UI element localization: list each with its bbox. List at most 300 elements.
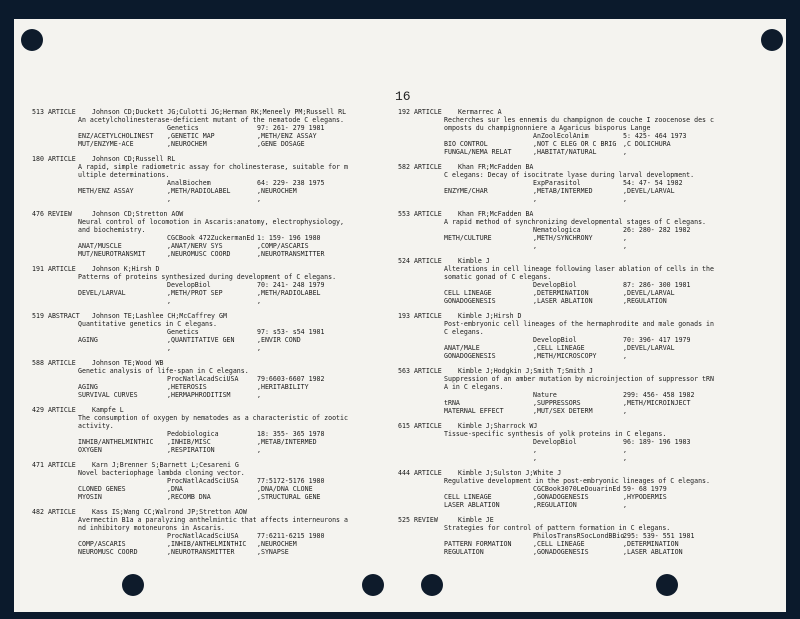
keyword: COMP/ASCARIS (78, 540, 126, 548)
keyword: , (623, 234, 627, 242)
keyword: , (167, 297, 171, 305)
binder-hole (122, 574, 144, 596)
citation-number: 471 (32, 461, 44, 469)
keyword: ,REGULATION (623, 297, 667, 305)
citation-entry (398, 163, 778, 203)
volume-pages-year: 64: 229- 238 1975 (257, 179, 325, 187)
keyword: ,ANAT/NERV SYS (167, 242, 223, 250)
citation-keyword-row (32, 548, 392, 556)
citation-header (398, 367, 778, 375)
keyword: ,NEUROCHEM (167, 140, 207, 148)
citation-title-line: A in C elegans. (444, 383, 504, 391)
citation-title-line: The consumption of oxygen by nematodes as a characteristic of zootic (78, 414, 348, 422)
keyword: ,HERMAPHRODITISM (167, 391, 231, 399)
citation-keyword-row (398, 446, 778, 454)
binder-hole (362, 574, 384, 596)
keyword: ,NEUROCHEM (257, 540, 297, 548)
volume-pages-year: 59- 68 1979 (623, 485, 667, 493)
citation-header (32, 461, 392, 469)
volume-pages-year: 5: 425- 464 1973 (623, 132, 687, 140)
keyword: DEVEL/LARVAL (78, 289, 126, 297)
volume-pages-year: 54: 47- 54 1982 (623, 179, 683, 187)
keyword: ,METH/MICROINJECT (623, 399, 691, 407)
journal-name: DevelopBiol (533, 281, 577, 289)
citation-number: 525 (398, 516, 410, 524)
citation-authors: Johnson CD;Duckett JG;Culotti JG;Herman RK;Meneely PM;Russell RL (91, 108, 347, 116)
citation-keyword-row (32, 493, 392, 501)
keyword: PATTERN FORMATION (444, 540, 512, 548)
citation-authors: Kass IS;Wang CC;Walrond JP;Stretton AOW (91, 508, 247, 516)
citation-entry (398, 257, 778, 305)
citation-title-line: nd inhibitory motoneurons in Ascaris. (78, 524, 225, 532)
volume-pages-year: 18: 355- 365 1978 (257, 430, 325, 438)
citation-keyword-row (32, 289, 392, 297)
citation-title-line: somatic gonad of C elegans. (444, 273, 552, 281)
keyword: ,REGULATION (533, 501, 577, 509)
keyword: ,METH/PROT SEP (167, 289, 223, 297)
citation-header (32, 312, 392, 320)
citation-keyword-row (398, 297, 778, 305)
citation-authors: Khan FR;McFadden BA (457, 163, 534, 171)
citation-authors: Kampfe L (91, 406, 124, 414)
volume-pages-year: 70: 241- 248 1979 (257, 281, 325, 289)
citation-header (398, 469, 778, 477)
journal-name: Nature (533, 391, 557, 399)
keyword: , (623, 446, 627, 454)
volume-pages-year: 87: 286- 300 1981 (623, 281, 691, 289)
citation-authors: Kimble JE (457, 516, 494, 524)
right-column (398, 108, 778, 563)
keyword: , (257, 344, 261, 352)
citation-number: 482 (32, 508, 44, 516)
keyword: ,METAB/INTERMED (533, 187, 593, 195)
keyword: BIO CONTROL (444, 140, 488, 148)
keyword: ,LASER ABLATION (623, 548, 683, 556)
citation-type: ARTICLE (47, 359, 76, 367)
citation-source-row (32, 328, 392, 336)
citation-keyword-row (32, 383, 392, 391)
page-number: 16 (395, 89, 411, 104)
citation-entry (32, 210, 392, 258)
keyword: ,RECOMB DNA (167, 493, 211, 501)
citation-title-line: Tissue-specific synthesis of yolk proteins in C elegans. (444, 430, 667, 438)
keyword: ,METH/MICROSCOPY (533, 352, 597, 360)
citation-title-line: Strategies for control of pattern formation in C elegans. (444, 524, 671, 532)
keyword: , (257, 446, 261, 454)
volume-pages-year: 1: 159- 196 1980 (257, 234, 321, 242)
citation-title-line: Quantitative genetics in C elegans. (78, 320, 217, 328)
keyword: ,INHIB/ANTHELMINTHIC (167, 540, 247, 548)
citation-entry (32, 406, 392, 454)
citation-entry (32, 155, 392, 203)
volume-pages-year: 26: 280- 282 1982 (623, 226, 691, 234)
keyword: tRNA (444, 399, 460, 407)
volume-pages-year: 70: 396- 417 1979 (623, 336, 691, 344)
citation-authors: Kermarrec A (457, 108, 502, 116)
keyword: ,METH/ENZ ASSAY (257, 132, 317, 140)
citation-type: ARTICLE (413, 108, 442, 116)
citation-header (398, 422, 778, 430)
keyword: INHIB/ANTHELMINTHIC (78, 438, 154, 446)
keyword: ,INHIB/MISC (167, 438, 211, 446)
keyword: LASER ABLATION (444, 501, 500, 509)
keyword: ,HERITABILITY (257, 383, 309, 391)
citation-source-row (398, 438, 778, 446)
keyword: , (257, 297, 261, 305)
keyword: , (623, 454, 627, 462)
keyword: ,DETERMINATION (623, 540, 679, 548)
keyword: ,LASER ABLATION (533, 297, 593, 305)
citation-title-line: Novel bacteriophage lambda cloning vector. (78, 469, 245, 477)
keyword: ,METAB/INTERMED (257, 438, 317, 446)
keyword: , (167, 195, 171, 203)
citation-entry (32, 461, 392, 501)
citation-source-row (32, 532, 392, 540)
citation-type: ARTICLE (47, 406, 76, 414)
citation-header (398, 163, 778, 171)
keyword: FUNGAL/NEMA RELAT (444, 148, 512, 156)
citation-title-line: A rapid method of synchronizing developmental stages of C elegans. (444, 218, 707, 226)
citation-keyword-row (398, 352, 778, 360)
citation-entry (398, 516, 778, 556)
keyword: ,METH/SYNCHRONY (533, 234, 593, 242)
citation-title-line: Recherches sur les ennemis du champignon de couche I zoocenose des c (444, 116, 714, 124)
citation-authors: Johnson K;Hirsh D (91, 265, 160, 273)
keyword: ,SUPPRESSORS (533, 399, 581, 407)
keyword: , (533, 195, 537, 203)
citation-header (32, 210, 392, 218)
keyword: ,ENVIR COND (257, 336, 301, 344)
citation-header (32, 155, 392, 163)
citation-number: 588 (32, 359, 44, 367)
citation-keyword-row (398, 399, 778, 407)
citation-type: ARTICLE (413, 422, 442, 430)
citation-source-row (398, 281, 778, 289)
citation-type: REVIEW (413, 516, 438, 524)
keyword: , (257, 195, 261, 203)
citation-keyword-row (398, 187, 778, 195)
citation-title-line: Patterns of proteins synthesized during development of C elegans. (78, 273, 337, 281)
journal-name: AnalBiochem (167, 179, 211, 187)
citation-type: ARTICLE (47, 155, 76, 163)
scanned-page (14, 19, 786, 612)
keyword: ENZ/ACETYLCHOLINEST (78, 132, 154, 140)
citation-entry (32, 108, 392, 148)
keyword: ,NEUROMUSC COORD (167, 250, 231, 258)
citation-source-row (32, 124, 392, 132)
keyword: , (623, 352, 627, 360)
keyword: ,QUANTITATIVE GEN (167, 336, 235, 344)
journal-name: DevelopBiol (533, 336, 577, 344)
keyword: , (623, 195, 627, 203)
citation-number: 563 (398, 367, 410, 375)
citation-title-line: Suppression of an amber mutation by microinjection of suppressor tRN (444, 375, 714, 383)
citation-keyword-row (32, 250, 392, 258)
journal-name: DevelopBiol (167, 281, 211, 289)
citation-entry (32, 359, 392, 399)
journal-name: PhilosTransRSocLondBBio (533, 532, 625, 540)
citation-keyword-row (398, 148, 778, 156)
keyword: ,DEVEL/LARVAL (623, 289, 675, 297)
citation-title-line: and biochemistry. (78, 226, 146, 234)
citation-header (32, 508, 392, 516)
citation-keyword-row (398, 140, 778, 148)
keyword: MYOSIN (78, 493, 102, 501)
citation-keyword-row (32, 187, 392, 195)
keyword: METH/CULTURE (444, 234, 492, 242)
citation-number: 193 (398, 312, 410, 320)
citation-header (32, 406, 392, 414)
keyword: AGING (78, 383, 98, 391)
citation-header (398, 257, 778, 265)
keyword: ANAT/MUSCLE (78, 242, 122, 250)
citation-type: ARTICLE (47, 461, 76, 469)
keyword: MUT/NEUROTRANSMIT (78, 250, 146, 258)
citation-keyword-row (32, 485, 392, 493)
keyword: MUT/ENZYME-ACE (78, 140, 134, 148)
citation-authors: Khan FR;McFadden BA (457, 210, 534, 218)
citation-title-line: Regulative development in the post-embryonic lineages of C elegans. (444, 477, 710, 485)
citation-header (32, 108, 392, 116)
citation-keyword-row (398, 493, 778, 501)
keyword: CLONED GENES (78, 485, 126, 493)
volume-pages-year: 77:5172-5176 1980 (257, 477, 325, 485)
citation-keyword-row (398, 242, 778, 250)
citation-keyword-row (398, 344, 778, 352)
journal-name: AnZoolEcolAnim (533, 132, 589, 140)
keyword: GONADOGENESIS (444, 297, 496, 305)
citation-number: 519 (32, 312, 44, 320)
keyword: ,STRUCTURAL GENE (257, 493, 321, 501)
citation-keyword-row (32, 195, 392, 203)
citation-number: 615 (398, 422, 410, 430)
keyword: CELL LINEAGE (444, 289, 492, 297)
citation-type: ARTICLE (413, 257, 442, 265)
citation-authors: Karn J;Brenner S;Barnett L;Cesareni G (91, 461, 239, 469)
keyword: OXYGEN (78, 446, 102, 454)
volume-pages-year: 295: 539- 551 1981 (623, 532, 695, 540)
keyword: , (623, 242, 627, 250)
citation-type: ARTICLE (413, 367, 442, 375)
citation-type: ARTICLE (413, 312, 442, 320)
keyword: ,C DOLICHURA (623, 140, 671, 148)
citation-number: 582 (398, 163, 410, 171)
citation-keyword-row (398, 548, 778, 556)
keyword: ENZYME/CHAR (444, 187, 488, 195)
citation-source-row (398, 132, 778, 140)
citation-header (398, 210, 778, 218)
citation-keyword-row (32, 297, 392, 305)
citation-header (398, 312, 778, 320)
keyword: ,NEUROTRANSMITTER (167, 548, 235, 556)
keyword: , (257, 391, 261, 399)
citation-number: 180 (32, 155, 44, 163)
volume-pages-year: 79:6603-6607 1982 (257, 375, 325, 383)
citation-title-line: An acetylcholinesterase-deficient mutant of the nematode C elegans. (78, 116, 344, 124)
keyword: ,GONADOGENESIS (533, 548, 589, 556)
citation-source-row (398, 391, 778, 399)
citation-number: 191 (32, 265, 44, 273)
citation-title-line: Alterations in cell lineage following laser ablation of cells in the (444, 265, 714, 273)
citation-title-line: activity. (78, 422, 114, 430)
keyword: ,DEVEL/LARVAL (623, 344, 675, 352)
keyword: ,NEUROCHEM (257, 187, 297, 195)
journal-name: Genetics (167, 124, 199, 132)
volume-pages-year: 96: 189- 196 1983 (623, 438, 691, 446)
citation-keyword-row (32, 391, 392, 399)
citation-title-line: Post-embryonic cell lineages of the hermaphrodite and male gonads in (444, 320, 714, 328)
keyword: ,DNA/DNA CLONE (257, 485, 313, 493)
keyword: ,DEVEL/LARVAL (623, 187, 675, 195)
keyword: , (623, 407, 627, 415)
keyword: CELL LINEAGE (444, 493, 492, 501)
citation-number: 429 (32, 406, 44, 414)
citation-number: 192 (398, 108, 410, 116)
citation-number: 513 (32, 108, 44, 116)
citation-entry (398, 108, 778, 156)
citation-keyword-row (398, 195, 778, 203)
citation-source-row (398, 336, 778, 344)
keyword: ,HABITAT/NATURAL (533, 148, 597, 156)
citation-entry (398, 367, 778, 415)
citation-authors: Kimble J;Hirsh D (457, 312, 522, 320)
citation-source-row (32, 281, 392, 289)
citation-keyword-row (32, 540, 392, 548)
citation-type: ABSTRACT (47, 312, 80, 320)
keyword: , (623, 148, 627, 156)
citation-entry (398, 422, 778, 462)
citation-type: ARTICLE (47, 108, 76, 116)
citation-keyword-row (32, 242, 392, 250)
citation-type: ARTICLE (47, 265, 76, 273)
citation-source-row (398, 485, 778, 493)
binder-hole (421, 574, 443, 596)
citation-header (398, 516, 778, 524)
keyword: ,MUT/SEX DETERM (533, 407, 593, 415)
citation-authors: Johnson TE;Lashlee CH;McCaffrey GM (91, 312, 227, 320)
keyword: MATERNAL EFFECT (444, 407, 504, 415)
keyword: ,COMP/ASCARIS (257, 242, 309, 250)
citation-authors: Kimble J;Sharrock WJ (457, 422, 538, 430)
citation-title-line: C elegans: Decay of isocitrate lyase during larval development. (444, 171, 695, 179)
citation-authors: Johnson CD;Stretton AOW (91, 210, 184, 218)
keyword: ,HYPODERMIS (623, 493, 667, 501)
citation-keyword-row (32, 336, 392, 344)
citation-title-line: Neural control of locomotion in Ascaris:anatomy, electrophysiology, (78, 218, 344, 226)
keyword: ,METH/RADIOLABEL (167, 187, 231, 195)
keyword: ,SYNAPSE (257, 548, 289, 556)
citation-keyword-row (32, 140, 392, 148)
citation-header (398, 108, 778, 116)
citation-entry (398, 210, 778, 250)
keyword: ,DNA (167, 485, 183, 493)
keyword: ,DETERMINATION (533, 289, 589, 297)
citation-title-line: Avermectin B1a a paralyzing anthelmintic that affects interneurons a (78, 516, 348, 524)
citation-header (32, 265, 392, 273)
citation-title-line: C elegans. (444, 328, 484, 336)
citation-entry (32, 508, 392, 556)
citation-keyword-row (32, 344, 392, 352)
volume-pages-year: 77:6211-6215 1980 (257, 532, 325, 540)
journal-name: ProcNatlAcadSciUSA (167, 477, 239, 485)
citation-type: ARTICLE (413, 210, 442, 218)
journal-name: ProcNatlAcadSciUSA (167, 375, 239, 383)
journal-name: ExpParasitol (533, 179, 581, 187)
keyword: AGING (78, 336, 98, 344)
journal-name: Nematologica (533, 226, 581, 234)
citation-title-line: Genetic analysis of life-span in C elegans. (78, 367, 249, 375)
keyword: , (623, 501, 627, 509)
citation-type: REVIEW (47, 210, 72, 218)
keyword: METH/ENZ ASSAY (78, 187, 134, 195)
keyword: ,GENE DOSAGE (257, 140, 305, 148)
keyword: ,RESPIRATION (167, 446, 215, 454)
keyword: ANAT/MALE (444, 344, 480, 352)
keyword: ,GENETIC MAP (167, 132, 215, 140)
citation-type: ARTICLE (413, 469, 442, 477)
journal-name: DevelopBiol (533, 438, 577, 446)
keyword: ,METH/RADIOLABEL (257, 289, 321, 297)
journal-name: ProcNatlAcadSciUSA (167, 532, 239, 540)
binder-hole (656, 574, 678, 596)
citation-source-row (32, 179, 392, 187)
citation-keyword-row (398, 454, 778, 462)
citation-entry (398, 469, 778, 509)
citation-source-row (398, 532, 778, 540)
keyword: ,HETEROSIS (167, 383, 207, 391)
citation-source-row (32, 375, 392, 383)
keyword: , (167, 344, 171, 352)
citation-source-row (32, 430, 392, 438)
volume-pages-year: 97: 261- 279 1981 (257, 124, 325, 132)
citation-title-line: ultiple determinations. (78, 171, 170, 179)
citation-source-row (32, 477, 392, 485)
citation-number: 444 (398, 469, 410, 477)
journal-name: Genetics (167, 328, 199, 336)
citation-title-line: omposts du champignonniere a Agaricus bisporus Lange (444, 124, 651, 132)
citation-entry (32, 312, 392, 352)
citation-source-row (398, 179, 778, 187)
citation-entry (398, 312, 778, 360)
keyword: , (533, 454, 537, 462)
keyword: , (533, 242, 537, 250)
journal-name: CGCBook3070LeDouarinEd (533, 485, 621, 493)
journal-name: CGCBook 472ZuckermanEd (167, 234, 255, 242)
volume-pages-year: 299: 456- 458 1982 (623, 391, 695, 399)
keyword: ,CELL LINEAGE (533, 344, 585, 352)
journal-name: Pedobiologica (167, 430, 219, 438)
citation-header (32, 359, 392, 367)
citation-authors: Johnson CD;Russell RL (91, 155, 176, 163)
citation-authors: Kimble J;Sulston J;White J (457, 469, 562, 477)
citation-number: 524 (398, 257, 410, 265)
citation-keyword-row (32, 446, 392, 454)
citation-type: ARTICLE (413, 163, 442, 171)
binder-hole (21, 29, 43, 51)
keyword: ,GONADOGENESIS (533, 493, 589, 501)
keyword: SURVIVAL CURVES (78, 391, 138, 399)
keyword: , (533, 446, 537, 454)
keyword: ,CELL LINEAGE (533, 540, 585, 548)
left-column (32, 108, 392, 563)
keyword: REGULATION (444, 548, 484, 556)
citation-title-line: A rapid, simple radiometric assay for cholinesterase, suitable for m (78, 163, 348, 171)
keyword: ,NOT C ELEG OR C BRIG (533, 140, 617, 148)
citation-keyword-row (32, 438, 392, 446)
volume-pages-year: 97: s53- s54 1981 (257, 328, 325, 336)
keyword: GONADOGENESIS (444, 352, 496, 360)
citation-type: ARTICLE (47, 508, 76, 516)
